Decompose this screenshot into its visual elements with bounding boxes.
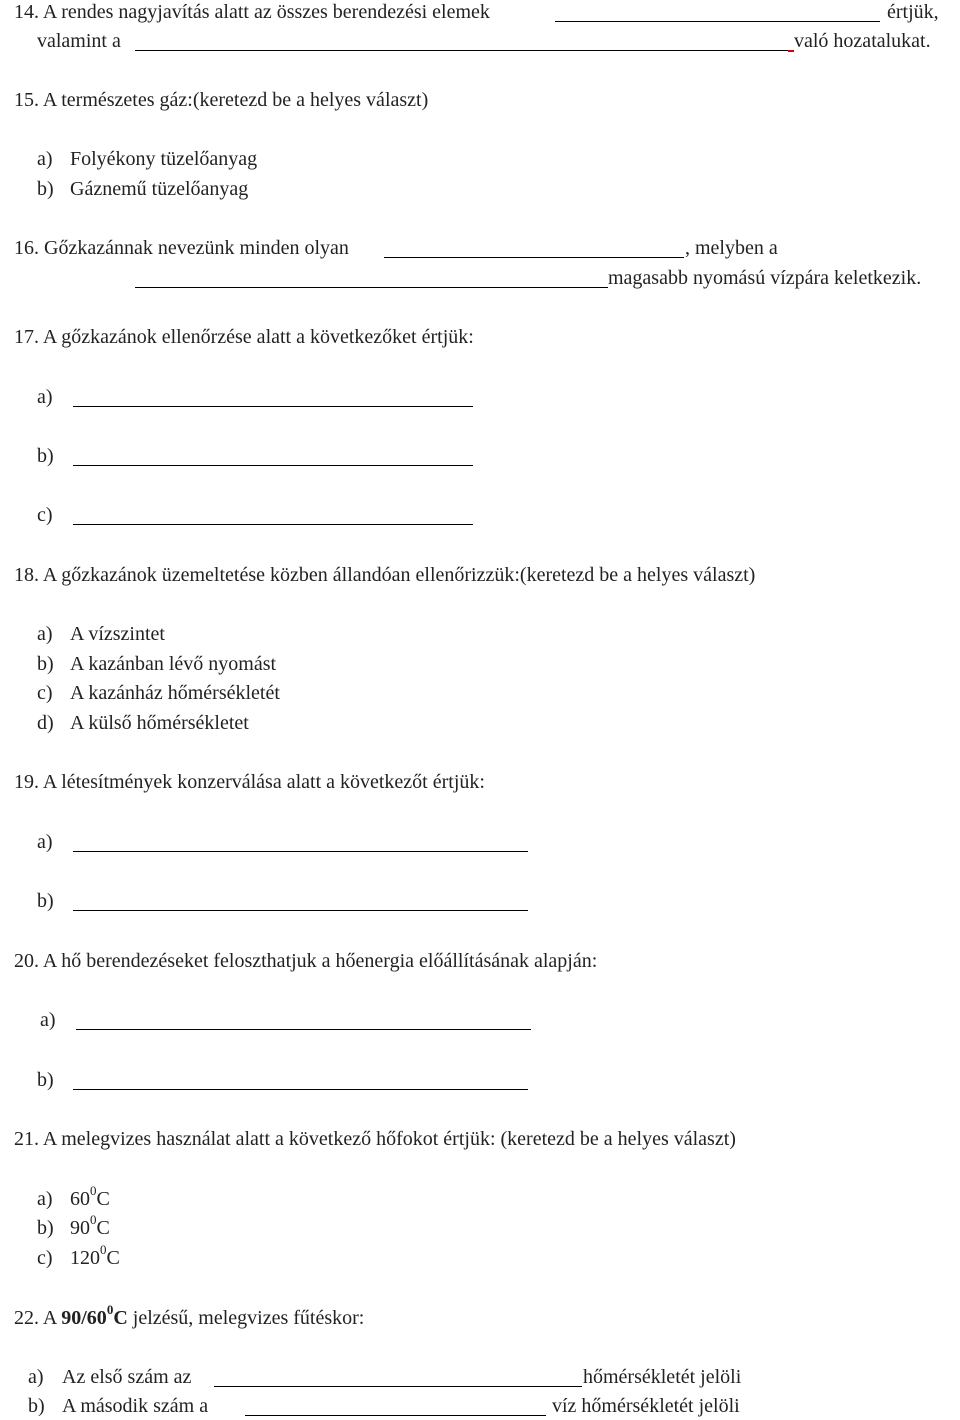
q15-option-a-label: a): [37, 148, 53, 170]
q14-line2-end: való hozatalukat.: [794, 30, 931, 52]
degree-sup: 0: [100, 1242, 107, 1258]
q22-option-a-end: hőmérsékletét jelöli: [583, 1366, 742, 1388]
q17-blank-b[interactable]: [73, 465, 473, 466]
q21-option-a-label: a): [37, 1188, 53, 1210]
q19-blank-a[interactable]: [73, 851, 528, 852]
unit: C: [96, 1188, 110, 1210]
q20-option-b-label: b): [37, 1069, 54, 1091]
q18-option-c[interactable]: A kazánház hőmérsékletét: [70, 682, 280, 704]
q22-blank-b[interactable]: [245, 1415, 546, 1416]
q19-blank-b[interactable]: [73, 910, 528, 911]
unit: C: [106, 1247, 120, 1269]
q14-line1-end: értjük,: [887, 1, 939, 23]
q21-value-c: 120: [70, 1247, 100, 1269]
q14-blank-1[interactable]: [555, 21, 880, 22]
q22-question: [14, 1302, 365, 1330]
q15-question: 15. A természetes gáz:(keretezd be a helyes választ): [14, 89, 429, 111]
q16-line1: 16. Gőzkazánnak nevezünk minden olyan: [14, 237, 349, 259]
degree-sup: 0: [90, 1212, 97, 1228]
q17-blank-c[interactable]: [73, 524, 473, 525]
q17-option-c-label: c): [37, 504, 53, 526]
q20-option-a-label: a): [40, 1009, 56, 1031]
q18-question: 18. A gőzkazánok üzemeltetése közben állandóan ellenőrizzük:(keretezd be a helyes választ): [14, 564, 756, 586]
q20-blank-a[interactable]: [76, 1029, 531, 1030]
q14-blank-2[interactable]: [135, 50, 789, 51]
q19-option-a-label: a): [37, 831, 53, 853]
q16-blank-1[interactable]: [384, 257, 684, 258]
q22-question-start: 22. A: [14, 1307, 62, 1329]
q20-question: 20. A hő berendezéseket feloszthatjuk a hőenergia előállításának alapján:: [14, 950, 598, 972]
q22-option-a-start: Az első szám az: [62, 1366, 192, 1388]
q15-option-b[interactable]: Gáznemű tüzelőanyag: [70, 178, 249, 200]
q22-question-bold: 90/60: [61, 1307, 107, 1329]
q15-option-b-label: b): [37, 178, 54, 200]
q16-line2-end: magasabb nyomású vízpára keletkezik.: [608, 267, 922, 289]
q16-blank-2[interactable]: [135, 287, 608, 288]
q18-option-a-label: a): [37, 623, 53, 645]
q22-question-sup: 0: [106, 1302, 114, 1318]
q17-option-b-label: b): [37, 445, 54, 467]
q17-question: 17. A gőzkazánok ellenőrzése alatt a következőket értjük:: [14, 326, 474, 348]
q22-question-bold-unit: C: [113, 1307, 128, 1329]
q18-option-b[interactable]: A kazánban lévő nyomást: [70, 653, 277, 675]
q20-blank-b[interactable]: [73, 1089, 528, 1090]
q19-option-b-label: b): [37, 890, 54, 912]
q18-option-c-label: c): [37, 682, 53, 704]
q21-value-b: 90: [70, 1217, 90, 1239]
q14-line1: 14. A rendes nagyjavítás alatt az összes berendezési elemek: [14, 1, 490, 23]
q18-option-b-label: b): [37, 653, 54, 675]
q21-question: 21. A melegvizes használat alatt a következő hőfokot értjük: (keretezd be a helyes választ): [14, 1128, 736, 1150]
q22-option-b-end: víz hőmérsékletét jelöli: [552, 1395, 740, 1417]
q15-option-a[interactable]: Folyékony tüzelőanyag: [70, 148, 258, 170]
q14-line2: valamint a: [37, 30, 121, 52]
q22-blank-a[interactable]: [214, 1386, 582, 1387]
q22-option-a-label: a): [28, 1366, 44, 1388]
q17-option-a-label: a): [37, 386, 53, 408]
unit: C: [96, 1217, 110, 1239]
q17-blank-a[interactable]: [73, 406, 473, 407]
q18-option-d-label: d): [37, 712, 54, 734]
q22-option-b-label: b): [28, 1395, 45, 1417]
q22-option-b-start: A második szám a: [62, 1395, 209, 1417]
q21-option-c-label: c): [37, 1247, 53, 1269]
q19-question: 19. A létesítmények konzerválása alatt a következőt értjük:: [14, 771, 485, 793]
q21-option-b-label: b): [37, 1217, 54, 1239]
q21-value-a: 60: [70, 1188, 90, 1210]
q21-option-b[interactable]: [70, 1212, 110, 1240]
q16-line1-end: , melyben a: [685, 237, 778, 259]
degree-sup: 0: [90, 1183, 97, 1199]
q22-question-end: jelzésű, melegvizes fűtéskor:: [127, 1307, 365, 1329]
q21-option-a[interactable]: [70, 1183, 110, 1211]
q18-option-a[interactable]: A vízszintet: [70, 623, 165, 645]
q18-option-d[interactable]: A külső hőmérsékletet: [70, 712, 249, 734]
q21-option-c[interactable]: [70, 1242, 120, 1270]
